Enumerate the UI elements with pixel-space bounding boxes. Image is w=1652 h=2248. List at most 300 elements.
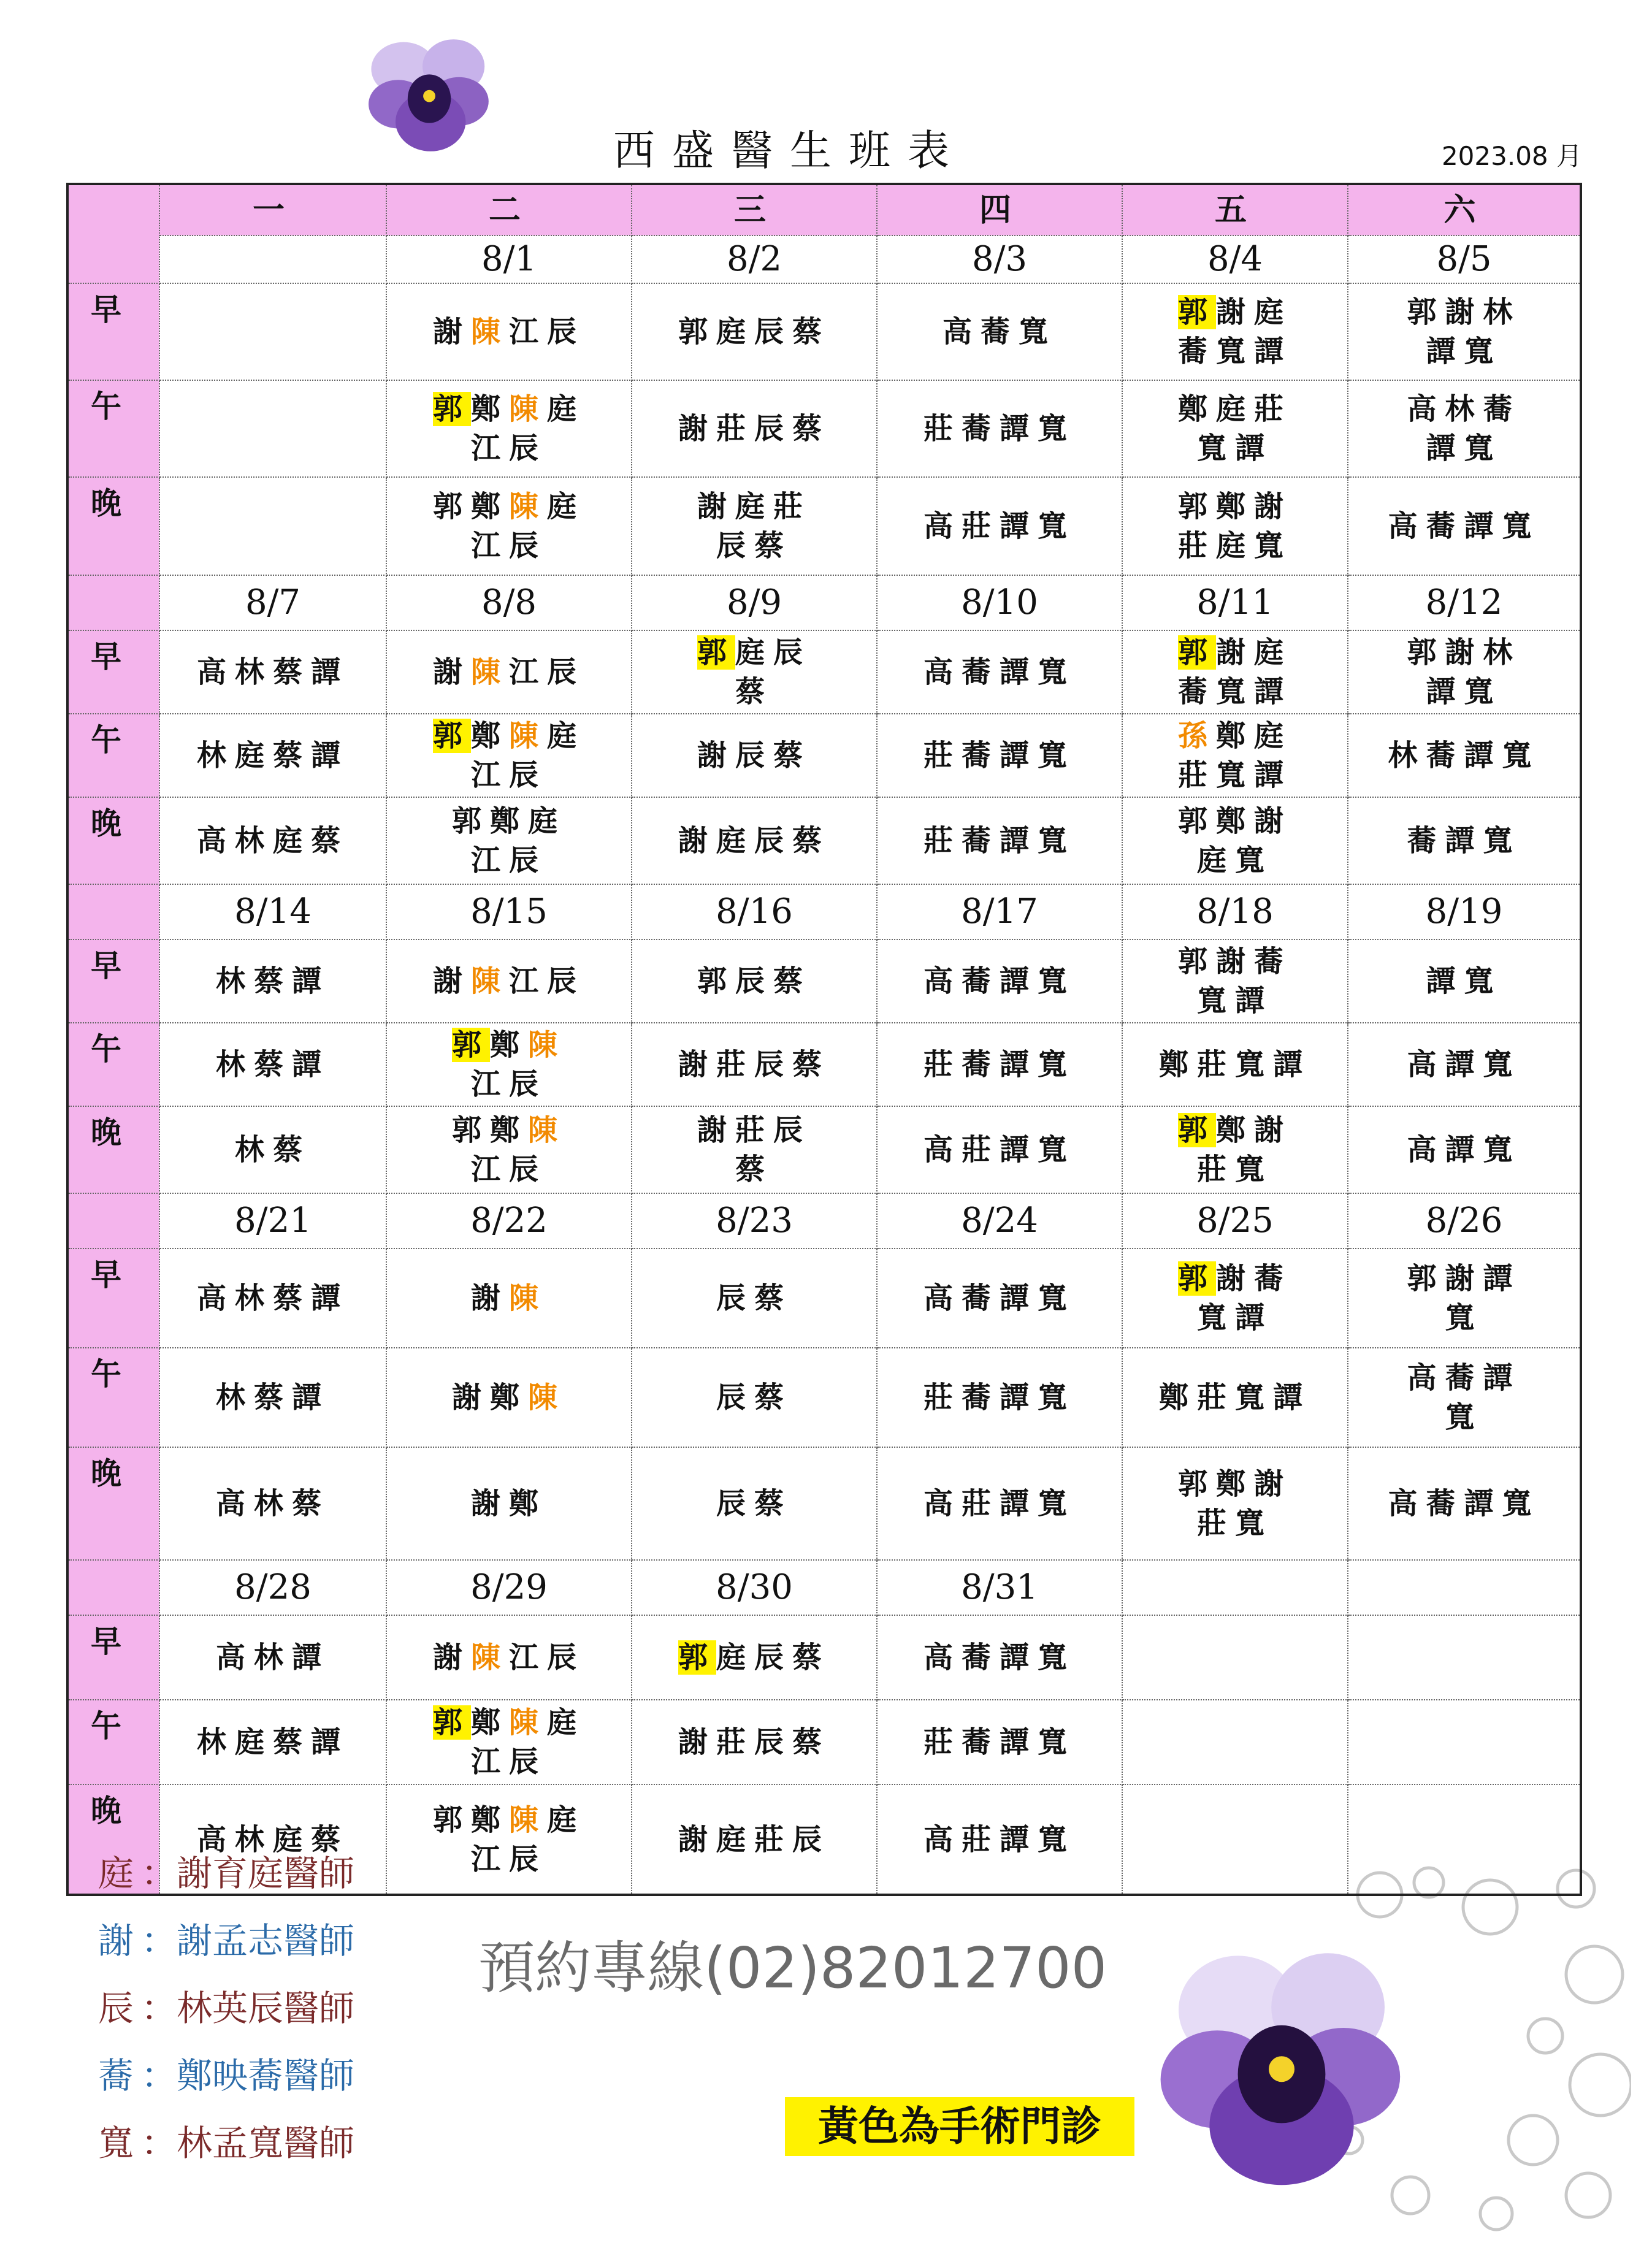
legend-separator: ： <box>141 2055 177 2097</box>
doctor-code: 林 <box>253 1486 292 1521</box>
doctor-code: 江 <box>470 1745 509 1779</box>
legend-doctor-name: 鄭映蕎醫師 <box>177 2055 355 2097</box>
cell-line <box>1352 1130 1576 1169</box>
cell-line <box>391 1025 627 1065</box>
doctor-code: 鄭 <box>1215 804 1254 838</box>
cell-line <box>391 716 627 755</box>
doctor-code: 謝 <box>1215 944 1254 979</box>
doctor-code: 謝 <box>678 411 716 446</box>
schedule-cell <box>877 630 1122 714</box>
schedule-cell <box>877 380 1122 477</box>
doctor-code: 譚 <box>1254 675 1293 709</box>
shift-row <box>67 630 1581 714</box>
doctor-code: 蕎 <box>1426 1486 1464 1521</box>
doctor-code: 高 <box>1388 1486 1426 1521</box>
doctor-code: 蔡 <box>273 1133 312 1167</box>
doctor-code: 辰 <box>773 635 812 670</box>
date-cell: 8/4 <box>1122 235 1348 283</box>
doctor-code: 鄭 <box>1215 1467 1254 1501</box>
cell-line <box>164 1279 382 1318</box>
shift-row <box>67 380 1581 477</box>
doctor-code: 辰 <box>716 529 754 563</box>
doctor-code: 莊 <box>1196 1380 1235 1415</box>
doctor-code: 辰 <box>547 655 586 689</box>
schedule-cell <box>386 1023 632 1106</box>
doctor-code: 林 <box>234 824 273 858</box>
cell-line <box>881 409 1118 448</box>
date-cell: 8/3 <box>877 235 1122 283</box>
legend-separator: ： <box>141 1920 177 1962</box>
doctor-code: 辰 <box>716 1486 754 1521</box>
doctor-code: 郭 <box>697 964 735 998</box>
doctor-code: 謝 <box>1445 295 1483 329</box>
cell-line <box>391 1065 627 1104</box>
cell-line <box>881 736 1118 775</box>
cell-line <box>391 312 627 351</box>
doctor-code: 寬 <box>1038 655 1076 689</box>
cell-line <box>1352 672 1576 711</box>
doctor-code: 謝 <box>432 655 471 689</box>
doctor-code: 譚 <box>1000 738 1038 773</box>
cell-line <box>391 526 627 565</box>
cell-line <box>1126 716 1344 755</box>
cell-line <box>164 962 382 1001</box>
doctor-code: 謝 <box>432 1640 471 1675</box>
doctor-code: 林 <box>196 1725 235 1759</box>
doctor-code: 庭 <box>716 1640 754 1675</box>
doctor-code: 譚 <box>1000 824 1038 858</box>
doctor-code: 寬 <box>1038 738 1076 773</box>
doctor-code: 高 <box>942 315 981 349</box>
doctor-code: 郭 <box>1177 804 1216 838</box>
doctor-code: 鄭 <box>470 1705 509 1740</box>
date-cell: 8/28 <box>159 1560 386 1615</box>
doctor-code: 莊 <box>1177 758 1216 792</box>
legend-doctor-name: 林孟寬醫師 <box>177 2122 355 2164</box>
page-title: 西盛醫生班表 <box>613 127 967 175</box>
schedule-cell <box>1348 714 1581 797</box>
schedule-cell <box>1122 1700 1348 1784</box>
doctor-code: 陳 <box>528 1380 567 1415</box>
doctor-code: 蕎 <box>961 655 1000 689</box>
date-cell: 8/29 <box>386 1560 632 1615</box>
date-row-label <box>67 1560 159 1615</box>
cell-line <box>1126 332 1344 371</box>
cell-line <box>1352 962 1576 1001</box>
doctor-code: 高 <box>1407 392 1445 426</box>
cell-line <box>881 1279 1118 1318</box>
doctor-code: 郭 <box>678 315 716 349</box>
doctor-code: 高 <box>1407 1361 1445 1395</box>
doctor-code: 林 <box>234 1281 273 1315</box>
doctor-code: 庭 <box>547 1705 586 1740</box>
date-cell <box>1122 1560 1348 1615</box>
date-cell: 8/9 <box>632 575 877 630</box>
cell-line <box>391 652 627 692</box>
cell-line <box>164 1484 382 1523</box>
cell-line <box>881 1638 1118 1677</box>
schedule-cell <box>877 1023 1122 1106</box>
doctor-code: 蔡 <box>253 1047 292 1082</box>
date-cell: 8/25 <box>1122 1193 1348 1248</box>
doctor-code: 高 <box>923 1281 962 1315</box>
doctor-code: 高 <box>923 1640 962 1675</box>
doctor-code: 莊 <box>923 411 962 446</box>
schedule-cell <box>877 1248 1122 1348</box>
doctor-code: 譚 <box>1000 1486 1038 1521</box>
doctor-code: 譚 <box>1464 1486 1502 1521</box>
doctor-code: 辰 <box>716 1281 754 1315</box>
doctor-code: 譚 <box>1000 1133 1038 1167</box>
doctor-code: 寬 <box>1038 964 1076 998</box>
doctor-code: 寬 <box>1235 1047 1274 1082</box>
schedule-cell <box>1122 797 1348 884</box>
cell-line <box>1126 389 1344 429</box>
schedule-cell <box>632 1106 877 1193</box>
doctor-code: 蔡 <box>754 1380 793 1415</box>
schedule-cell <box>877 1615 1122 1700</box>
legend-code: 寬 <box>98 2122 134 2164</box>
cell-line <box>1126 1045 1344 1084</box>
doctor-code: 譚 <box>1426 334 1464 369</box>
cell-line <box>391 487 627 526</box>
date-row-label <box>67 884 159 939</box>
date-row <box>67 575 1581 630</box>
cell-line <box>1352 1484 1576 1523</box>
cell-line <box>1126 1464 1344 1504</box>
doctor-code: 寬 <box>1038 1725 1076 1759</box>
doctor-code: 郭 <box>432 1802 471 1837</box>
legend-code: 辰 <box>98 1987 134 2029</box>
doctor-code: 郭 <box>1407 635 1445 670</box>
doctor-code: 郭 <box>1177 1261 1216 1296</box>
doctor-code: 高 <box>215 1486 254 1521</box>
doctor-code: 高 <box>196 824 235 858</box>
doctor-code: 林 <box>196 738 235 773</box>
doctor-code: 鄭 <box>470 719 509 753</box>
cell-line <box>636 1638 873 1677</box>
schedule-cell <box>386 1700 632 1784</box>
doctor-code: 謝 <box>678 824 716 858</box>
doctor-code: 蕎 <box>1483 392 1521 426</box>
doctor-code: 譚 <box>1426 431 1464 465</box>
doctor-code: 林 <box>215 1047 254 1082</box>
cell-line <box>1126 1378 1344 1417</box>
date-cell: 8/30 <box>632 1560 877 1615</box>
doctor-code: 譚 <box>311 655 350 689</box>
doctor-code: 郭 <box>678 1640 716 1675</box>
doctor-code: 譚 <box>1464 738 1502 773</box>
cell-line <box>881 821 1118 860</box>
shift-label: 晚 <box>67 477 159 575</box>
date-cell: 8/26 <box>1348 1193 1581 1248</box>
cell-line <box>1352 429 1576 468</box>
cell-line <box>881 962 1118 1001</box>
shift-label: 午 <box>67 380 159 477</box>
doctor-code: 謝 <box>1445 1261 1483 1296</box>
cell-line <box>1352 332 1576 371</box>
doctor-code: 蕎 <box>1177 334 1216 369</box>
schedule-cell <box>159 630 386 714</box>
doctor-code: 蕎 <box>1407 824 1445 858</box>
cell-line <box>1352 389 1576 429</box>
cell-line <box>881 1045 1118 1084</box>
doctor-code: 鄭 <box>1215 719 1254 753</box>
schedule-cell <box>632 714 877 797</box>
schedule-cell <box>1348 1106 1581 1193</box>
doctor-code: 郭 <box>1177 1467 1216 1501</box>
doctor-code: 庭 <box>1254 295 1293 329</box>
schedule-cell <box>1348 1700 1581 1784</box>
doctor-code: 郭 <box>1407 1261 1445 1296</box>
schedule-cell <box>159 477 386 575</box>
doctor-code: 林 <box>253 1640 292 1675</box>
shift-label: 午 <box>67 1700 159 1784</box>
doctor-code: 寬 <box>1196 1301 1235 1335</box>
doctor-code: 江 <box>470 843 509 877</box>
schedule-cell <box>1122 283 1348 380</box>
schedule-cell <box>877 1106 1122 1193</box>
doctor-code: 蔡 <box>273 1281 312 1315</box>
doctor-code: 蕎 <box>961 1725 1000 1759</box>
schedule-cell <box>1122 939 1348 1023</box>
doctor-code: 辰 <box>754 1640 793 1675</box>
schedule-cell <box>1348 1615 1581 1700</box>
legend-code: 謝 <box>98 1920 134 1962</box>
cell-line <box>636 312 873 351</box>
doctor-code: 江 <box>470 431 509 465</box>
schedule-cell <box>877 714 1122 797</box>
doctor-code: 鄭 <box>489 1380 528 1415</box>
doctor-code: 寬 <box>1502 1486 1540 1521</box>
doctor-code: 莊 <box>923 1380 962 1415</box>
cell-line <box>1352 292 1576 332</box>
date-cell: 8/8 <box>386 575 632 630</box>
doctor-code: 蕎 <box>961 411 1000 446</box>
doctor-code: 辰 <box>754 315 793 349</box>
doctor-code: 謝 <box>678 1047 716 1082</box>
doctor-code: 莊 <box>754 1822 793 1857</box>
schedule-cell <box>877 477 1122 575</box>
doctor-code: 陳 <box>470 315 509 349</box>
date-cell: 8/31 <box>877 1560 1122 1615</box>
doctor-code: 郭 <box>1177 489 1216 524</box>
shift-row <box>67 477 1581 575</box>
doctor-code: 高 <box>923 1822 962 1857</box>
doctor-code: 鄭 <box>1215 1113 1254 1147</box>
doctor-code: 寬 <box>1464 964 1502 998</box>
cell-line <box>1126 1298 1344 1337</box>
doctor-code: 鄭 <box>1158 1047 1197 1082</box>
doctor-code: 陳 <box>470 1640 509 1675</box>
cell-line <box>391 389 627 429</box>
schedule-cell <box>877 797 1122 884</box>
doctor-code: 莊 <box>1177 529 1216 563</box>
schedule-cell <box>386 630 632 714</box>
doctor-code: 寬 <box>1038 1640 1076 1675</box>
date-cell: 8/10 <box>877 575 1122 630</box>
cell-line <box>391 1703 627 1742</box>
schedule-cell <box>1348 1348 1581 1447</box>
doctor-code: 辰 <box>754 411 793 446</box>
date-cell: 8/18 <box>1122 884 1348 939</box>
doctor-code: 蕎 <box>1254 944 1293 979</box>
doctor-code: 謝 <box>678 1822 716 1857</box>
pansy-flower-icon <box>1153 1938 1410 2195</box>
schedule-cell <box>877 1447 1122 1560</box>
legend-doctor-name: 謝育庭醫師 <box>177 1852 355 1894</box>
doctor-code: 蔡 <box>253 964 292 998</box>
doctor-code: 寬 <box>1038 1380 1076 1415</box>
doctor-code: 譚 <box>1000 1725 1038 1759</box>
shift-row <box>67 1348 1581 1447</box>
doctor-code: 蔡 <box>792 1640 831 1675</box>
schedule-cell <box>1122 1784 1348 1895</box>
doctor-code: 譚 <box>292 1380 331 1415</box>
doctor-code: 郭 <box>1177 295 1216 329</box>
cell-line <box>391 1638 627 1677</box>
schedule-cell <box>1122 714 1348 797</box>
doctor-code: 辰 <box>509 843 548 877</box>
doctor-code: 蔡 <box>792 1725 831 1759</box>
schedule-cell <box>632 283 877 380</box>
doctor-code: 謝 <box>697 1113 735 1147</box>
doctor-code: 譚 <box>1273 1047 1312 1082</box>
doctor-code: 辰 <box>509 758 548 792</box>
date-cell: 8/15 <box>386 884 632 939</box>
doctor-code: 鄭 <box>489 1113 528 1147</box>
schedule-cell <box>1122 1248 1348 1348</box>
doctor-code: 寬 <box>1215 334 1254 369</box>
cell-line <box>881 1378 1118 1417</box>
doctor-code: 陳 <box>509 1802 548 1837</box>
cell-line <box>1352 1298 1576 1337</box>
schedule-table <box>66 183 1582 1896</box>
doctor-code: 鄭 <box>1158 1380 1197 1415</box>
schedule-cell <box>386 1248 632 1348</box>
legend-separator: ： <box>141 1987 177 2029</box>
legend-doctor-name: 謝孟志醫師 <box>177 1920 355 1962</box>
cell-line <box>391 1742 627 1781</box>
doctor-code: 蕎 <box>961 964 1000 998</box>
doctor-code: 寬 <box>1196 431 1235 465</box>
doctor-code: 林 <box>234 655 273 689</box>
doctor-code: 庭 <box>547 392 586 426</box>
doctor-code: 林 <box>234 1822 273 1857</box>
cell-line <box>164 1638 382 1677</box>
schedule-cell <box>159 380 386 477</box>
doctor-code: 譚 <box>1000 509 1038 543</box>
schedule-cell <box>159 1700 386 1784</box>
doctor-code: 郭 <box>451 1113 490 1147</box>
doctor-code: 江 <box>509 655 548 689</box>
doctor-code: 寬 <box>1038 1281 1076 1315</box>
date-cell <box>159 235 386 283</box>
shift-row <box>67 1023 1581 1106</box>
doctor-code: 謝 <box>697 489 735 524</box>
cell-line <box>636 1150 873 1189</box>
date-cell <box>1348 1560 1581 1615</box>
schedule-cell <box>159 1248 386 1348</box>
schedule-cell <box>632 1447 877 1560</box>
doctor-code: 高 <box>923 1133 962 1167</box>
legend-separator: ： <box>141 1852 177 1894</box>
schedule-cell <box>1348 1447 1581 1560</box>
doctor-code: 莊 <box>923 824 962 858</box>
shift-row <box>67 1248 1581 1348</box>
date-cell: 8/21 <box>159 1193 386 1248</box>
doctor-code: 鄭 <box>470 392 509 426</box>
doctor-code: 高 <box>1407 1133 1445 1167</box>
doctor-code: 寬 <box>1502 738 1540 773</box>
cell-line <box>636 409 873 448</box>
doctor-code: 郭 <box>697 635 735 670</box>
doctor-code: 庭 <box>716 1822 754 1857</box>
day-header: 五 <box>1122 184 1348 235</box>
date-cell: 8/2 <box>632 235 877 283</box>
date-cell: 8/11 <box>1122 575 1348 630</box>
cell-line <box>1126 755 1344 795</box>
shift-label: 晚 <box>67 1447 159 1560</box>
date-cell: 8/1 <box>386 235 632 283</box>
cell-line <box>391 801 627 841</box>
date-cell: 8/17 <box>877 884 1122 939</box>
date-cell: 8/12 <box>1348 575 1581 630</box>
doctor-code: 江 <box>509 1640 548 1675</box>
doctor-code: 陳 <box>509 392 548 426</box>
doctor-code: 林 <box>1483 635 1521 670</box>
doctor-code: 譚 <box>1235 984 1274 1018</box>
cell-line <box>636 1722 873 1762</box>
doctor-code: 庭 <box>547 719 586 753</box>
cell-line <box>1126 801 1344 841</box>
cell-line <box>636 1820 873 1859</box>
doctor-code: 庭 <box>234 1725 273 1759</box>
doctor-code: 寬 <box>1038 1822 1076 1857</box>
shift-label: 早 <box>67 939 159 1023</box>
doctor-code: 莊 <box>716 411 754 446</box>
doctor-code: 莊 <box>1196 1047 1235 1082</box>
schedule-cell <box>386 1615 632 1700</box>
cell-line <box>636 736 873 775</box>
schedule-cell <box>1348 477 1581 575</box>
doctor-code: 蕎 <box>1254 1261 1293 1296</box>
doctor-code: 譚 <box>1254 758 1293 792</box>
doctor-code: 蔡 <box>253 1380 292 1415</box>
doctor-code: 辰 <box>547 964 586 998</box>
schedule-cell <box>632 1248 877 1348</box>
cell-line <box>881 1484 1118 1523</box>
doctor-code: 辰 <box>509 1067 548 1101</box>
doctor-code: 庭 <box>1254 719 1293 753</box>
cell-line <box>1352 821 1576 860</box>
doctor-code: 寬 <box>1038 1486 1076 1521</box>
doctor-code: 譚 <box>1235 431 1274 465</box>
schedule-cell <box>1122 380 1348 477</box>
shift-label: 早 <box>67 1248 159 1348</box>
shift-label: 晚 <box>67 797 159 884</box>
doctor-code: 譚 <box>1483 1361 1521 1395</box>
booking-phone: 預約專線(02)82012700 <box>478 1935 1107 2001</box>
doctor-code: 庭 <box>528 804 567 838</box>
doctor-code: 蔡 <box>792 1047 831 1082</box>
cell-line <box>636 672 873 711</box>
shift-label: 午 <box>67 1348 159 1447</box>
doctor-legend <box>98 1840 478 2208</box>
schedule-cell <box>632 1700 877 1784</box>
cell-line <box>391 962 627 1001</box>
doctor-code: 寬 <box>1464 334 1502 369</box>
